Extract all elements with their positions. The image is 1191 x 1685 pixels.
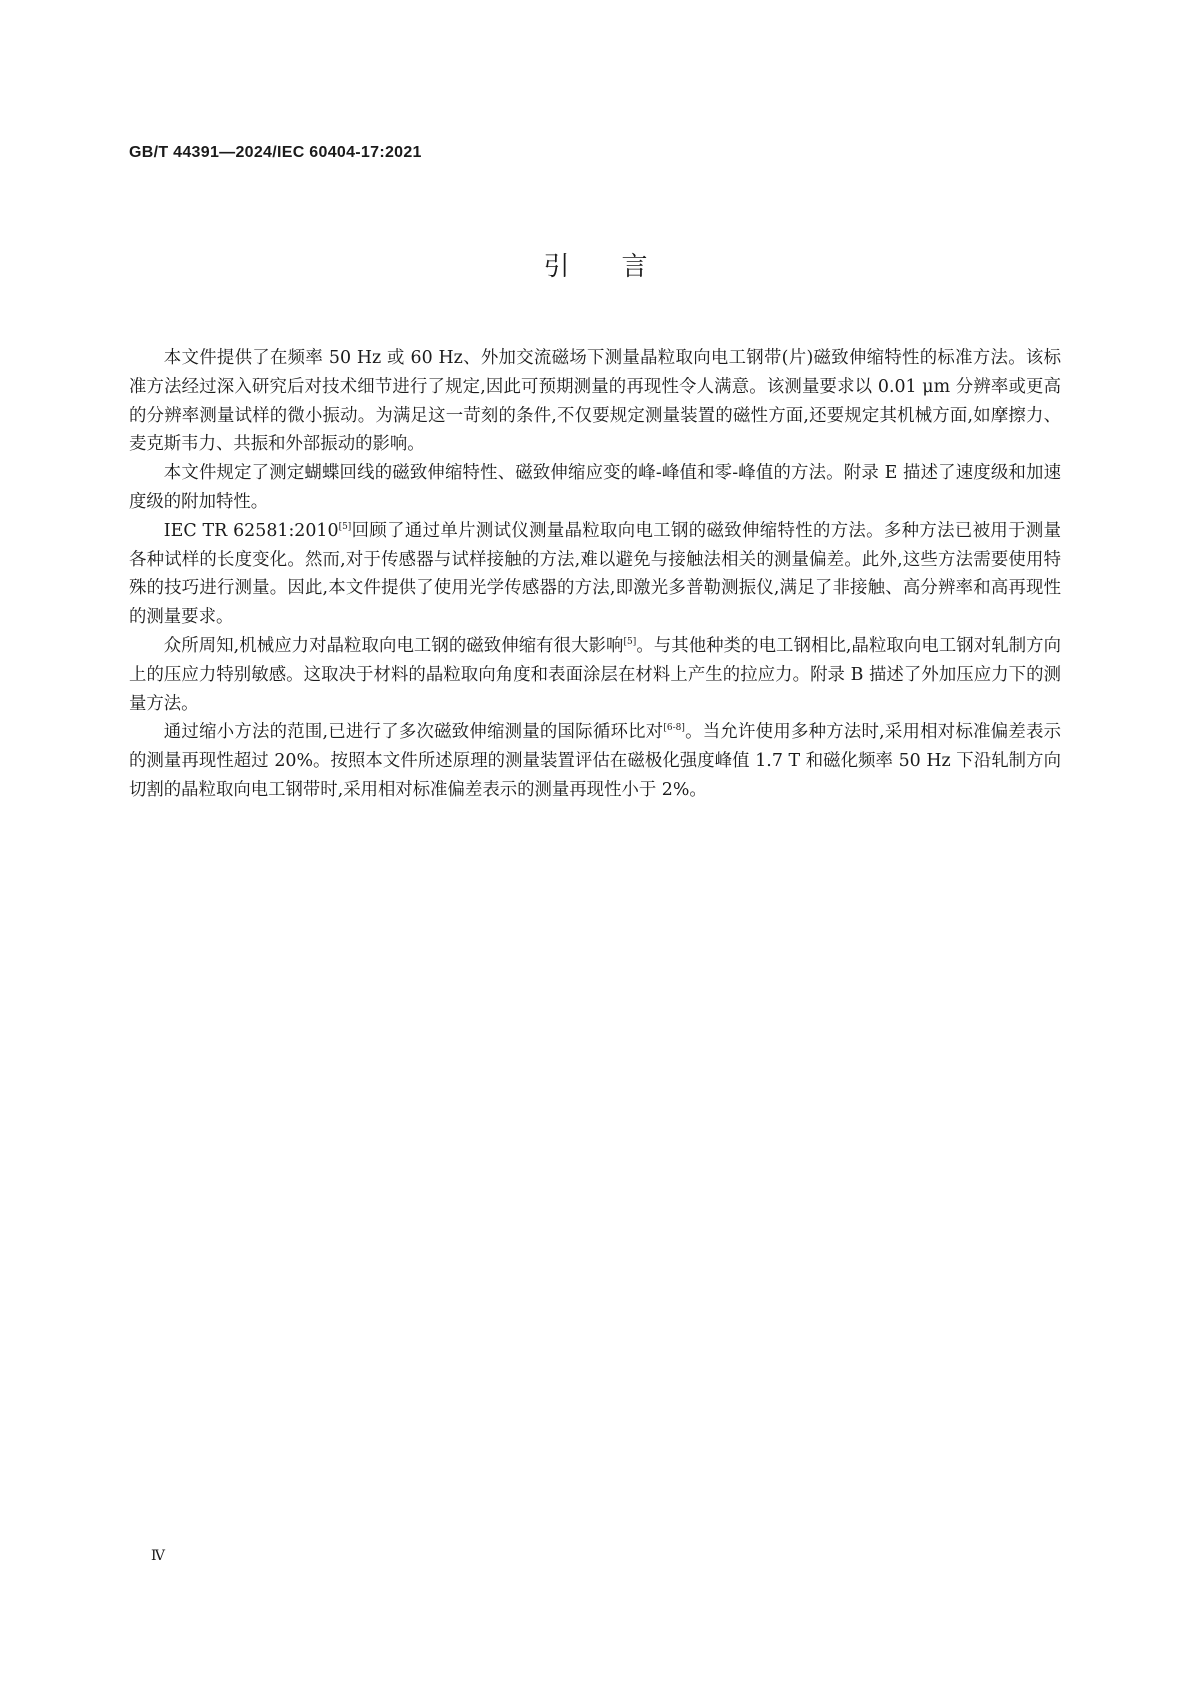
citation-ref: [6-8] [663, 723, 685, 734]
paragraph-text: 。当允许使用多种方法时,采用相对标准偏差表示的测量再现性超过 20%。按照本文件所述原理的测量装置评估在磁极化强度峰值 1.7 T 和磁化频率 50 Hz 下沿轧制方向切割的晶粒取向电工钢带时,采用相对标准偏差表示的测量再现性小于 2%。 [129, 722, 1062, 800]
paragraph-text: 本文件规定了测定蝴蝶回线的磁致伸缩特性、磁致伸缩应变的峰-峰值和零-峰值的方法。附录 E 描述了速度级和加速度级的附加特性。 [129, 463, 1061, 512]
paragraph-text: 。与其他种类的电工钢相比,晶粒取向电工钢对轧制方向上的压应力特别敏感。这取决于材料的晶粒取向角度和表面涂层在材料上产生的拉应力。附录 B 描述了外加压应力下的测量方法。 [129, 635, 1062, 714]
paragraph [129, 517, 1061, 632]
paragraph-text: 众所周知,机械应力对晶粒取向电工钢的磁致伸缩有很大影响 [163, 635, 624, 656]
paragraph-text: 通过缩小方法的范围,已进行了多次磁致伸缩测量的国际循环比对 [163, 722, 664, 743]
paragraph-text: IEC TR 62581:2010 [163, 520, 339, 541]
paragraph [129, 718, 1061, 804]
paragraph [129, 632, 1061, 718]
introduction-body [129, 344, 1061, 805]
paragraph-text: 回顾了通过单片测试仪测量晶粒取向电工钢的磁致伸缩特性的方法。多种方法已被用于测量各种试样的长度变化。然而,对于传感器与试样接触的方法,难以避免与接触法相关的测量偏差。此外,这些方法需要使用特殊的技巧进行测量。因此,本文件提供了使用光学传感器的方法,即激光多普勒测振仪,满足了非接触、高分辨率和高再现性的测量要求。 [129, 520, 1061, 628]
section-title: 引言 [543, 252, 700, 282]
paragraph [129, 459, 1061, 517]
citation-ref: [5] [623, 636, 637, 647]
document-header: GB/T 44391—2024/IEC 60404-17:2021 [129, 144, 422, 161]
page-number: Ⅳ [151, 1548, 165, 1564]
paragraph-text: 本文件提供了在频率 50 Hz 或 60 Hz、外加交流磁场下测量晶粒取向电工钢带(片)磁致伸缩特性的标准方法。该标准方法经过深入研究后对技术细节进行了规定,因此可预期测量的再现性令人满意。该测量要求以 0.01 μm 分辨率或更高的分辨率测量试样的微小振动。为满足这一苛刻的条件,不仅要规定测量装置的磁性方面,还要规定其机械方面,如摩擦力、麦克斯韦力、共振和外部振动的影响。 [129, 348, 1061, 455]
paragraph [129, 344, 1061, 459]
citation-ref: [5] [338, 521, 352, 532]
